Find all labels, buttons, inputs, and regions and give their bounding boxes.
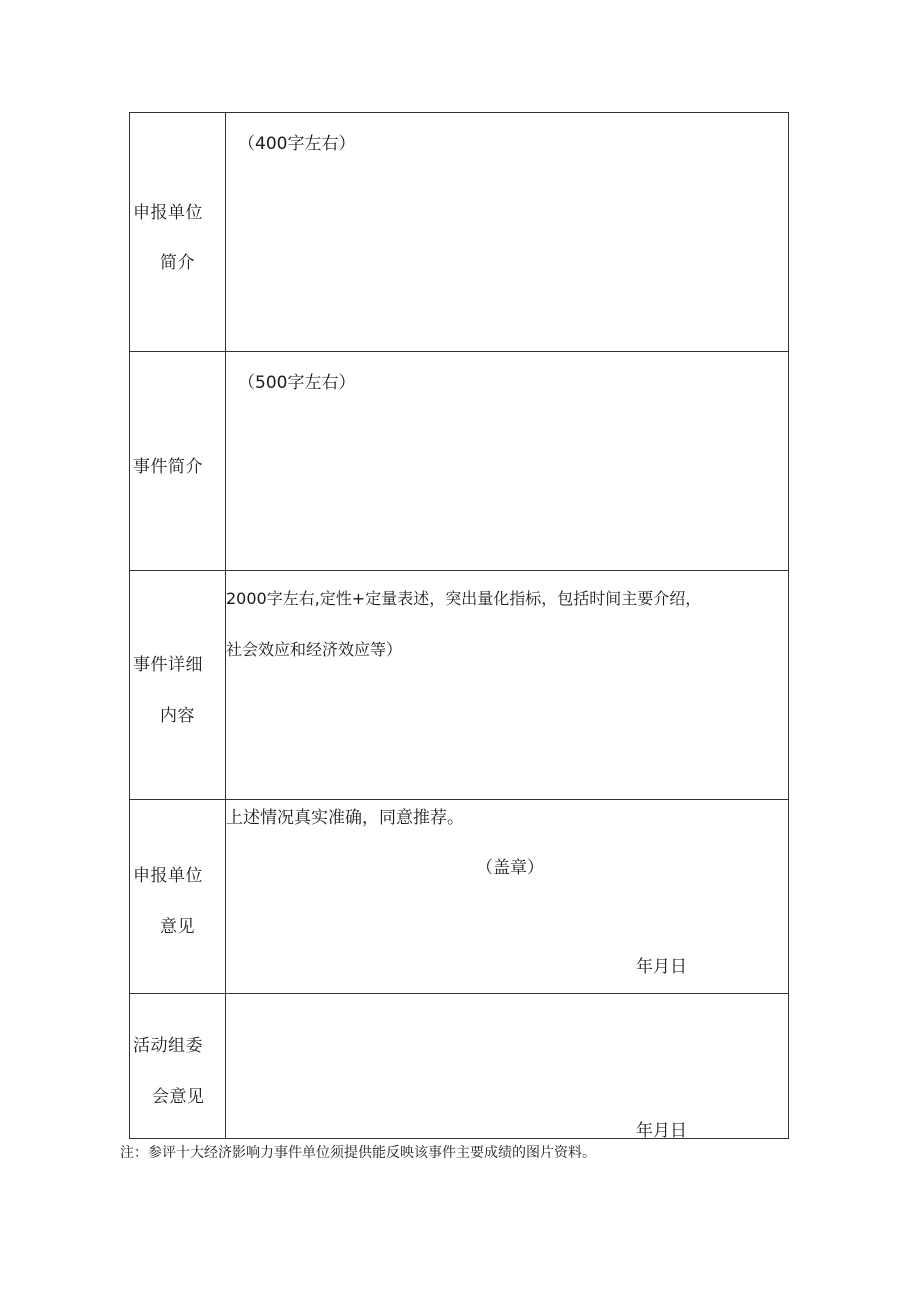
label-cell: [130, 994, 226, 1138]
row-label-line: 申报单位: [133, 203, 203, 223]
row-label-line: 内容: [160, 706, 195, 726]
content-hint: （500字左右）: [238, 373, 356, 393]
content-cell[interactable]: [226, 994, 788, 1141]
content-hint: （400字左右）: [238, 134, 356, 154]
form-row-applicant-opinion: [129, 799, 789, 993]
form-row-event-details: [129, 570, 789, 799]
form-row-event-intro: [129, 351, 789, 570]
content-cell[interactable]: [226, 113, 788, 351]
row-label-line: 活动组委: [133, 1036, 203, 1056]
seal-label: （盖章）: [476, 858, 544, 878]
opinion-text: 上述情况真实准确，同意推荐。: [226, 808, 464, 828]
row-label-line: 简介: [160, 253, 195, 273]
footnote: 注：参评十大经济影响力事件单位须提供能反映该事件主要成绩的图片资料。: [120, 1145, 596, 1161]
row-label-line: 申报单位: [133, 866, 203, 886]
label-cell: [130, 800, 226, 993]
label-cell: [130, 571, 226, 799]
date-label: 年月日: [636, 1121, 687, 1141]
content-hint: 社会效应和经济效应等）: [226, 640, 403, 659]
form-row-committee-opinion: [129, 993, 789, 1139]
form-row-applicant-intro: [129, 112, 789, 351]
label-cell: [130, 113, 226, 351]
content-cell[interactable]: [226, 800, 788, 993]
content-cell[interactable]: [226, 571, 788, 799]
row-label-line: 事件简介: [133, 457, 203, 477]
row-label-line: 会意见: [152, 1087, 205, 1107]
row-label-line: 意见: [160, 917, 195, 937]
content-hint: 2000字左右,定性+定量表述，突出量化指标，包括时间主要介绍，: [226, 589, 702, 608]
label-cell: [130, 352, 226, 570]
date-label: 年月日: [636, 957, 687, 977]
row-label-line: 事件详细: [133, 655, 203, 675]
content-cell[interactable]: [226, 352, 788, 570]
